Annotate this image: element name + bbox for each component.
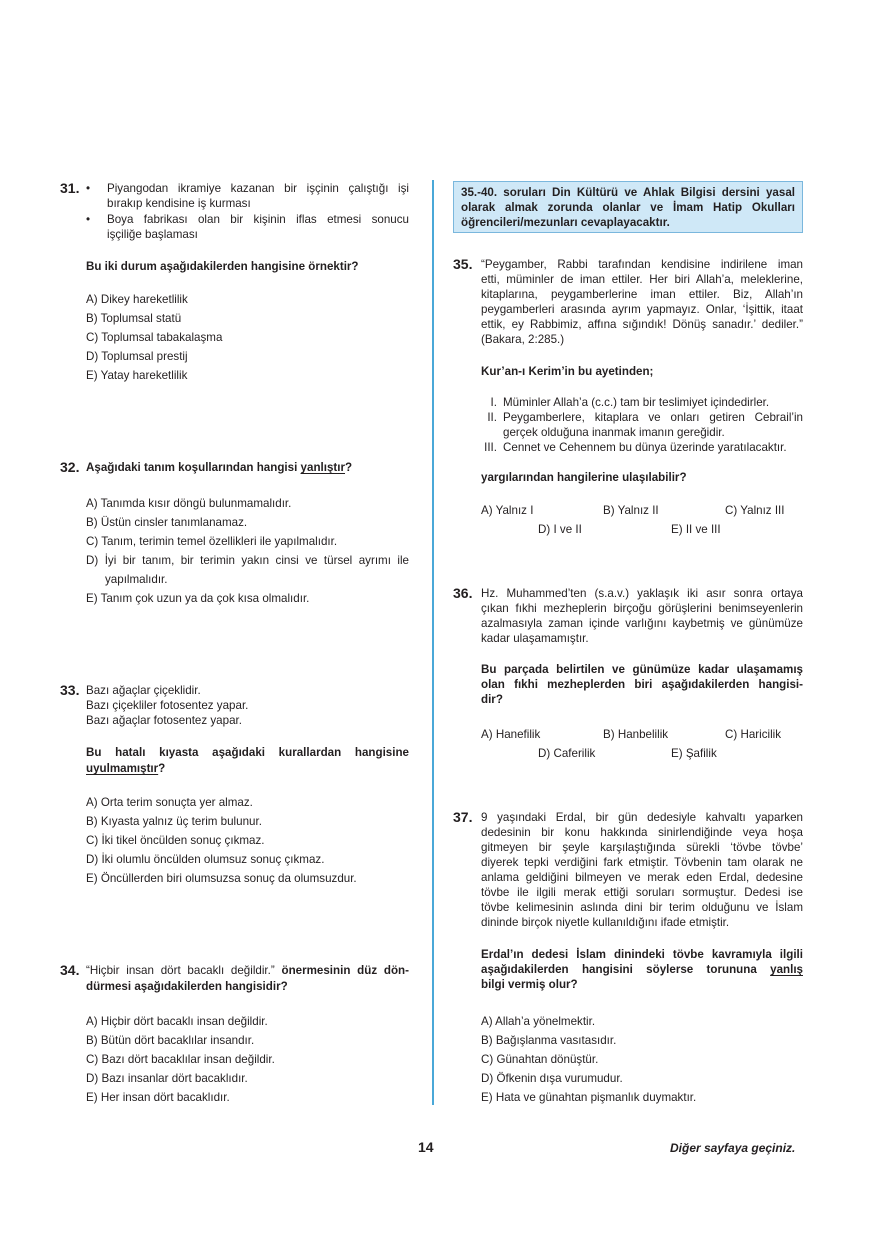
q35-text-line1: “Peygamber, Rabbi tarafından kendisine indirilene iman	[481, 258, 803, 271]
q37-question-line3: bilgi vermiş olur?	[481, 978, 578, 991]
q35-item-2-roman: II.	[487, 411, 497, 424]
q33-premise-2: Bazı çiçekliler fotosentez yapar.	[86, 699, 249, 712]
q37-option-d[interactable]: D) Öfkenin dışa vurumudur.	[481, 1072, 623, 1085]
q32-question: Aşağıdaki tanım koşullarından hangisi yanlıştır?	[86, 461, 353, 474]
q35-item-3-roman: III.	[484, 441, 497, 454]
q36-question-line2: olan fıkhi mezheplerden biri aşağıdakilerden hangisi-	[481, 678, 803, 691]
q34-question-line1: “Hiçbir insan dört bacaklı değildir.” önermesinin düz dön-	[86, 964, 409, 977]
q35-text-line2: etti, müminler de iman ettiler. Her biri Allah’a, meleklerine,	[481, 273, 803, 286]
q35-item-1-text: Müminler Allah’a (c.c.) tam bir teslimiyet içindedirler.	[503, 396, 770, 409]
q35-option-c[interactable]: C) Yalnız III	[725, 504, 785, 517]
q36-text-line2: çıkan fıkhi mezheplerin birçoğu görüşlerini benimseyenlerin	[481, 602, 803, 615]
q32-option-a[interactable]: A) Tanımda kısır döngü bulunmamalıdır.	[86, 497, 292, 510]
q37-text-line4: diyerek tepki verdiğini fark etmiştir. Tövbenin tam olarak ne	[481, 856, 803, 869]
q35-item-1-roman: I.	[490, 396, 497, 409]
q31-bullet1-line2: bırakıp kendisine iş kurması	[107, 197, 251, 210]
q36-text-line4: kadar ulaşamamıştır.	[481, 632, 589, 645]
page-number: 14	[418, 1139, 434, 1155]
q35-text-line5: ettik, ey Rabbimiz, affına sığındık! Dönüş sanadır.’ dediler.”	[481, 318, 803, 331]
q35-option-b[interactable]: B) Yalnız II	[603, 504, 659, 517]
q36-option-a[interactable]: A) Hanefilik	[481, 728, 541, 741]
q33-number: 33.	[60, 682, 80, 698]
q31-option-d[interactable]: D) Toplumsal prestij	[86, 350, 188, 363]
q31-option-a[interactable]: A) Dikey hareketlilik	[86, 293, 188, 306]
q35-option-e[interactable]: E) II ve III	[671, 523, 721, 536]
q36-question-line1: Bu parçada belirtilen ve günümüze kadar ulaşamamış	[481, 663, 803, 676]
q32-number: 32.	[60, 459, 80, 475]
q31-number: 31.	[60, 180, 80, 196]
q32-option-e[interactable]: E) Tanım çok uzun ya da çok kısa olmalıdır.	[86, 592, 310, 605]
q31-question: Bu iki durum aşağıdakilerden hangisine örnektir?	[86, 260, 359, 273]
bullet-icon: •	[86, 182, 91, 195]
q37-text-line5: anlama geldiğini bilmeyen ve merak eden Erdal, dedesine	[481, 871, 803, 884]
q37-text-line6: tövbe ile ilgili merak ettiği soruları sormuştur. Dedesi ise	[481, 886, 803, 899]
q33-option-d[interactable]: D) İki olumlu öncülden olumsuz sonuç çıkmaz.	[86, 853, 325, 866]
q35-item-2-text: Peygamberlere, kitaplara ve onları getiren Cebrail’in	[503, 411, 803, 424]
q34-option-a[interactable]: A) Hiçbir dört bacaklı insan değildir.	[86, 1015, 268, 1028]
q36-option-d[interactable]: D) Caferilik	[538, 747, 596, 760]
q35-option-d[interactable]: D) I ve II	[538, 523, 582, 536]
q33-option-e[interactable]: E) Öncüllerden biri olumsuzsa sonuç da olumsuzdur.	[86, 872, 357, 885]
q32-option-c[interactable]: C) Tanım, terimin temel özellikleri ile yapılmalıdır.	[86, 535, 338, 548]
note-line-3: öğrencileri/mezunları cevaplayacaktır.	[461, 216, 670, 229]
q31-bullet2-line1: Boya fabrikası olan bir kişinin iflas etmesi sonucu	[107, 213, 409, 226]
q35-question: yargılarından hangilerine ulaşılabilir?	[481, 471, 687, 484]
q37-option-c[interactable]: C) Günahtan dönüştür.	[481, 1053, 599, 1066]
q36-number: 36.	[453, 585, 473, 601]
q34-question-line2: dürmesi aşağıdakilerden hangisidir?	[86, 980, 288, 993]
q36-question-line3: dir?	[481, 693, 503, 706]
q36-option-c[interactable]: C) Haricilik	[725, 728, 782, 741]
q37-option-b[interactable]: B) Bağışlanma vasıtasıdır.	[481, 1034, 617, 1047]
q37-text-line2: dedesinin bir konu hakkında sinirlendiğinde veya hoşa	[481, 826, 803, 839]
q36-text-line3: azalmasıyla zaman içinde varlığını kaybetmiş ve günümüze	[481, 617, 803, 630]
q35-intro: Kur’an-ı Kerim’in bu ayetinden;	[481, 365, 654, 378]
q34-option-b[interactable]: B) Bütün dört bacaklılar insandır.	[86, 1034, 255, 1047]
q37-question-line1: Erdal’ın dedesi İslam dinindeki tövbe kavramıyla ilgili	[481, 948, 803, 961]
q33-question-line1: Bu hatalı kıyasta aşağıdaki kurallardan hangisine	[86, 746, 409, 759]
q33-conclusion: Bazı ağaçlar fotosentez yapar.	[86, 714, 242, 727]
q33-option-a[interactable]: A) Orta terim sonuçta yer almaz.	[86, 796, 253, 809]
q33-option-c[interactable]: C) İki tikel öncülden sonuç çıkmaz.	[86, 834, 265, 847]
q33-option-b[interactable]: B) Kıyasta yalnız üç terim bulunur.	[86, 815, 262, 828]
q31-bullet2-line2: işçiliğe başlaması	[107, 228, 198, 241]
q37-number: 37.	[453, 809, 473, 825]
q36-option-e[interactable]: E) Şafilik	[671, 747, 717, 760]
q33-premise-1: Bazı ağaçlar çiçeklidir.	[86, 684, 201, 697]
q37-text-line1: 9 yaşındaki Erdal, bir gün dedesiyle kahvaltı yaparken	[481, 811, 803, 824]
q35-item-3-text: Cennet ve Cehennem bu dünya üzerinde yaratılacaktır.	[503, 441, 787, 454]
next-page-note: Diğer sayfaya geçiniz.	[670, 1141, 796, 1155]
q33-question-line2: uyulmamıştır?	[86, 762, 166, 775]
q31-bullet1-line1: Piyangodan ikramiye kazanan bir işçinin çalıştığı işi	[107, 182, 409, 195]
q37-option-a[interactable]: A) Allah’a yönelmektir.	[481, 1015, 596, 1028]
column-divider	[432, 180, 434, 1105]
q35-item-2-text-cont: gerçek olduğuna inanmak imanın gereğidir.	[503, 426, 725, 439]
q35-text-line4: peygamberleri arasında ayrım yapmayız. Onlar, ‘İşittik, itaat	[481, 303, 803, 316]
q34-number: 34.	[60, 962, 80, 978]
q31-option-b[interactable]: B) Toplumsal statü	[86, 312, 182, 325]
section-note-box	[453, 181, 803, 233]
q36-text-line1: Hz. Muhammed’ten (s.a.v.) yaklaşık iki asır sonra ortaya	[481, 587, 803, 600]
q34-option-e[interactable]: E) Her insan dört bacaklıdır.	[86, 1091, 230, 1104]
q35-number: 35.	[453, 256, 473, 272]
q32-option-d-cont: yapılmalıdır.	[105, 573, 168, 586]
note-line-1: 35.-40. soruları Din Kültürü ve Ahlak Bilgisi dersini yasal	[461, 186, 795, 199]
q35-option-a[interactable]: A) Yalnız I	[481, 504, 534, 517]
q37-text-line8: dininde birçok niyetle kullanıldığını ifade etmiştir.	[481, 916, 730, 929]
q32-option-b[interactable]: B) Üstün cinsler tanımlanamaz.	[86, 516, 248, 529]
q37-option-e[interactable]: E) Hata ve günahtan pişmanlık duymaktır.	[481, 1091, 697, 1104]
q34-option-c[interactable]: C) Bazı dört bacaklılar insan değildir.	[86, 1053, 275, 1066]
note-line-2: olarak almak zorunda olanlar ve İmam Hatip Okulları	[461, 201, 795, 214]
q37-question-line2: aşağıdakilerden hangisini söylerse torununa yanlış	[481, 963, 803, 976]
q34-option-d[interactable]: D) Bazı insanlar dört bacaklıdır.	[86, 1072, 248, 1085]
bullet-icon: •	[86, 213, 91, 226]
q37-text-line3: gitmeyen bir şeyle karşılaştığında sürekli ‘tövbe tövbe’	[481, 841, 803, 854]
q31-option-e[interactable]: E) Yatay hareketlilik	[86, 369, 188, 382]
q37-text-line7: tövbe kelimesinin aslında dini bir terim olduğunu ve İslam	[481, 901, 803, 914]
q36-option-b[interactable]: B) Hanbelilik	[603, 728, 669, 741]
q32-option-d[interactable]: D) İyi bir tanım, bir terimin yakın cinsi ve türsel ayrımı ile	[86, 554, 409, 567]
q35-text-line3: kitaplarına, peygamberlerine iman ettiler. Biz, Allah’ın	[481, 288, 803, 301]
q31-option-c[interactable]: C) Toplumsal tabakalaşma	[86, 331, 223, 344]
q35-text-line6: (Bakara, 2:285.)	[481, 333, 565, 346]
